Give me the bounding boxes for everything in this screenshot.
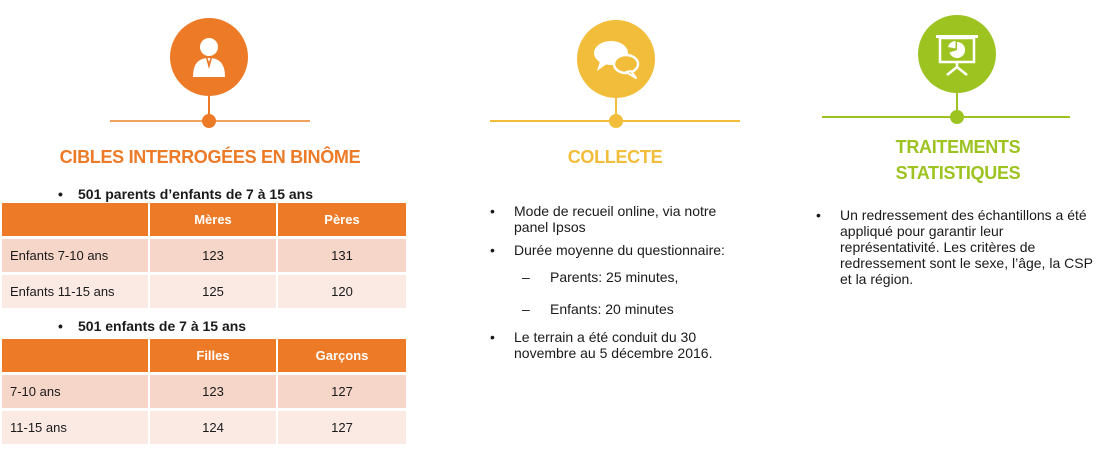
table-cell: 11-15 ans [2,411,150,444]
table-header-cell: Pères [278,203,406,236]
table-header-row [2,203,406,236]
list-subitem [490,301,740,317]
table-header-cell: Filles [150,339,278,372]
table-header-cell [2,203,150,236]
list-item [816,207,1094,287]
list-item [490,242,740,258]
bullet: • [490,203,495,219]
table-cell: Enfants 7-10 ans [2,239,150,272]
table-row [2,375,406,408]
heading-line: TRAITEMENTS [895,137,1021,157]
bullet: • [490,242,495,258]
list-item-text: Un redressement des échantillons a été appliqué pour garantir leur représentativité. Les critères de redressement sont le sexe, l’âge, la CSP et la région. [840,207,1093,287]
table1-title-text: 501 parents d’enfants de 7 à 15 ans [78,186,313,202]
table-cell: 123 [150,239,278,272]
collecte-list [490,203,740,361]
table2-title-text: 501 enfants de 7 à 15 ans [78,318,247,334]
heading-traitements [840,134,1076,186]
divider-line [822,116,1070,118]
bullet: • [58,186,63,202]
list-item [490,203,740,235]
list-item-text: Enfants: 20 minutes [550,301,674,317]
table-cell: 124 [150,411,278,444]
list-item-text: Parents: 25 minutes, [550,269,679,285]
list-item-text: Durée moyenne du questionnaire: [514,242,725,258]
table-header-cell: Mères [150,203,278,236]
speech-bubbles-icon [591,37,641,81]
table-header-row [2,339,406,372]
bullet: • [58,318,63,334]
table-cell: Enfants 11-15 ans [2,275,150,308]
list-item [490,329,740,361]
table-row [2,239,406,272]
list-subitem [490,269,740,285]
dash: – [522,269,530,285]
heading-collecte: COLLECTE [567,147,663,167]
table-cell: 131 [278,239,406,272]
table-cell: 127 [278,411,406,444]
table-cell: 127 [278,375,406,408]
presentation-chart-icon [934,31,980,77]
table-row [2,275,406,308]
speech-icon-circle [577,20,655,98]
traitements-list [816,207,1094,287]
list-item-text: Mode de recueil online, via notre panel Ipsos [514,203,717,235]
heading-line: STATISTIQUES [895,163,1021,183]
connector-dot [950,110,964,124]
table-enfants [2,336,406,447]
table-cell: 120 [278,275,406,308]
table-header-cell: Garçons [278,339,406,372]
table-row [2,411,406,444]
table-header-cell [2,339,150,372]
table-cell: 7-10 ans [2,375,150,408]
table-cell: 123 [150,375,278,408]
list-item-text: Le terrain a été conduit du 30 novembre au 5 décembre 2016. [514,329,713,361]
bullet: • [816,207,821,223]
presentation-icon-circle [918,15,996,93]
dash: – [522,301,530,317]
table-cell: 125 [150,275,278,308]
table-parents [2,200,406,311]
connector-dot [609,114,623,128]
heading-cibles: CIBLES INTERROGÉES EN BINÔME [59,147,361,167]
person-icon [189,35,229,79]
table2-title [58,318,246,334]
person-icon-circle [170,18,248,96]
connector-dot [202,114,216,128]
bullet: • [490,329,495,345]
